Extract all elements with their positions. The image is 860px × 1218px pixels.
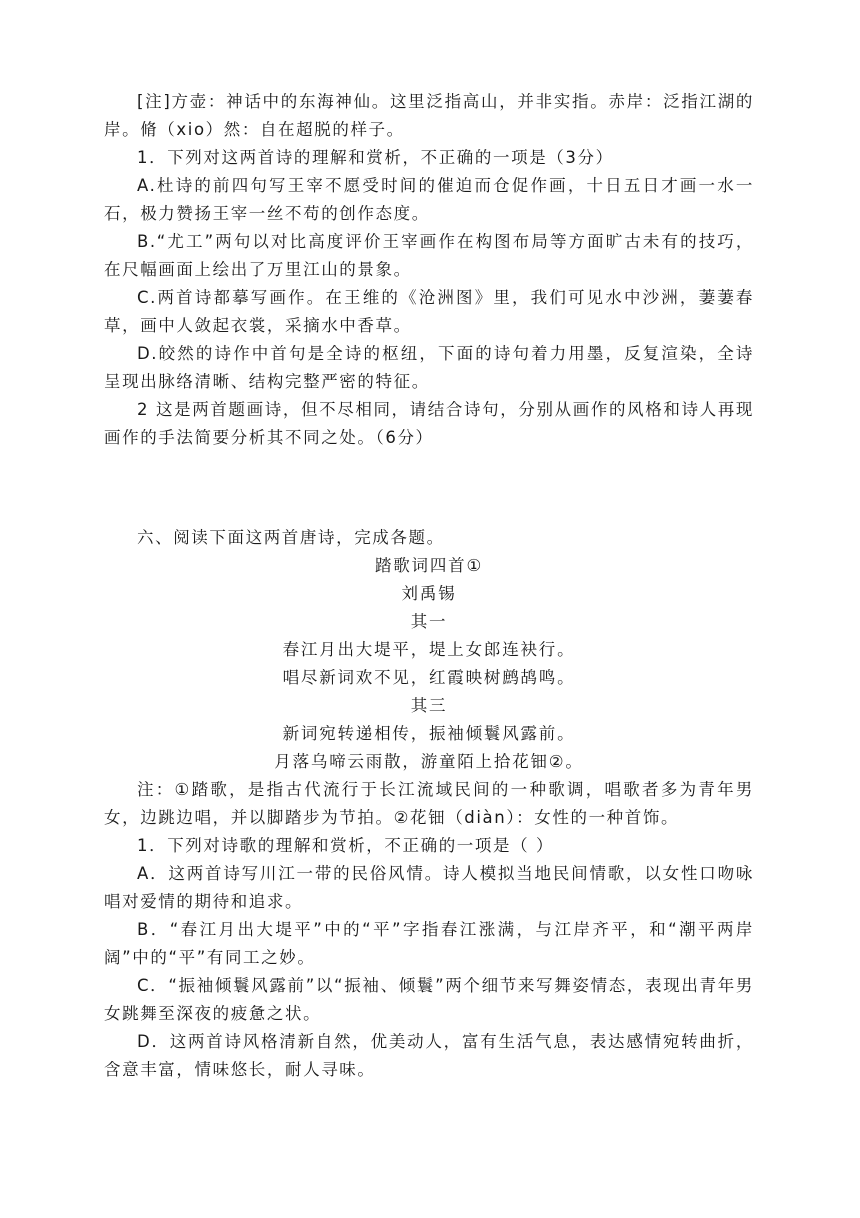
option-a: A．这两首诗写川江一带的民俗风情。诗人模拟当地民间情歌，以女性口吻咏唱对爱情的期待和追求。: [104, 864, 754, 911]
question-2: 2 这是两首题画诗，但不尽相同，请结合诗句，分别从画作的风格和诗人再现画作的手法简要分析其不同之处。（6分）: [104, 400, 754, 447]
section-gap: [104, 452, 754, 524]
option-b: B．“春江月出大堤平”中的“平”字指春江涨满，与江岸齐平，和“潮平两岸阔”中的“平”有同工之妙。: [104, 920, 754, 967]
document-page: [104, 88, 754, 1084]
poem-line: 唱尽新词欢不见，红霞映树鹧鸪鸣。: [282, 668, 576, 687]
section-heading: 六、阅读下面这两首唐诗，完成各题。: [137, 528, 445, 547]
question-1: 1．下列对这两首诗的理解和赏析，不正确的一项是（3分）: [137, 148, 614, 167]
poem-line: 新词宛转递相传，振袖倾鬟风露前。: [282, 724, 576, 743]
option-c: C．“振袖倾鬟风露前”以“振袖、倾鬟”两个细节来写舞姿情态，表现出青年男女跳舞至深夜的疲惫之状。: [104, 976, 754, 1023]
option-b: B.“尤工”两句以对比高度评价王宰画作在构图布局等方面旷古未有的技巧，在尺幅画面上绘出了万里江山的景象。: [104, 232, 754, 279]
poem-note: [注]方壶：神话中的东海神仙。这里泛指高山，并非实指。赤岸：泛指江湖的岸。脩（xio）然：自在超脱的样子。: [104, 92, 754, 139]
poem-line: 月落乌啼云雨散，游童陌上拾花钿②。: [274, 752, 584, 771]
question-1: 1．下列对诗歌的理解和赏析，不正确的一项是（ ）: [137, 836, 555, 855]
option-c: C.两首诗都摹写画作。在王维的《沧洲图》里，我们可见水中沙洲，萋萋春草，画中人敛起衣裳，采摘水中香草。: [104, 288, 754, 335]
option-d: D.皎然的诗作中首句是全诗的枢纽，下面的诗句着力用墨，反复渲染，全诗呈现出脉络清晰、结构完整严密的特征。: [104, 344, 754, 391]
poem-line: 春江月出大堤平，堤上女郎连袂行。: [282, 640, 576, 659]
poem-author: 刘禹锡: [401, 584, 457, 603]
poem-part-3: 其三: [410, 696, 448, 715]
poem-part-1: 其一: [410, 612, 448, 631]
poem-note: 注：①踏歌，是指古代流行于长江流域民间的一种歌调，唱歌者多为青年男女，边跳边唱，并以脚踏步为节拍。②花钿（diàn）：女性的一种首饰。: [104, 780, 754, 827]
poem-title: 踏歌词四首①: [374, 556, 484, 575]
option-a: A.杜诗的前四句写王宰不愿受时间的催迫而仓促作画，十日五日才画一水一石，极力赞扬王宰一丝不苟的创作态度。: [104, 176, 754, 223]
option-d: D．这两首诗风格清新自然，优美动人，富有生活气息，表达感情宛转曲折，含意丰富，情味悠长，耐人寻味。: [104, 1032, 754, 1079]
